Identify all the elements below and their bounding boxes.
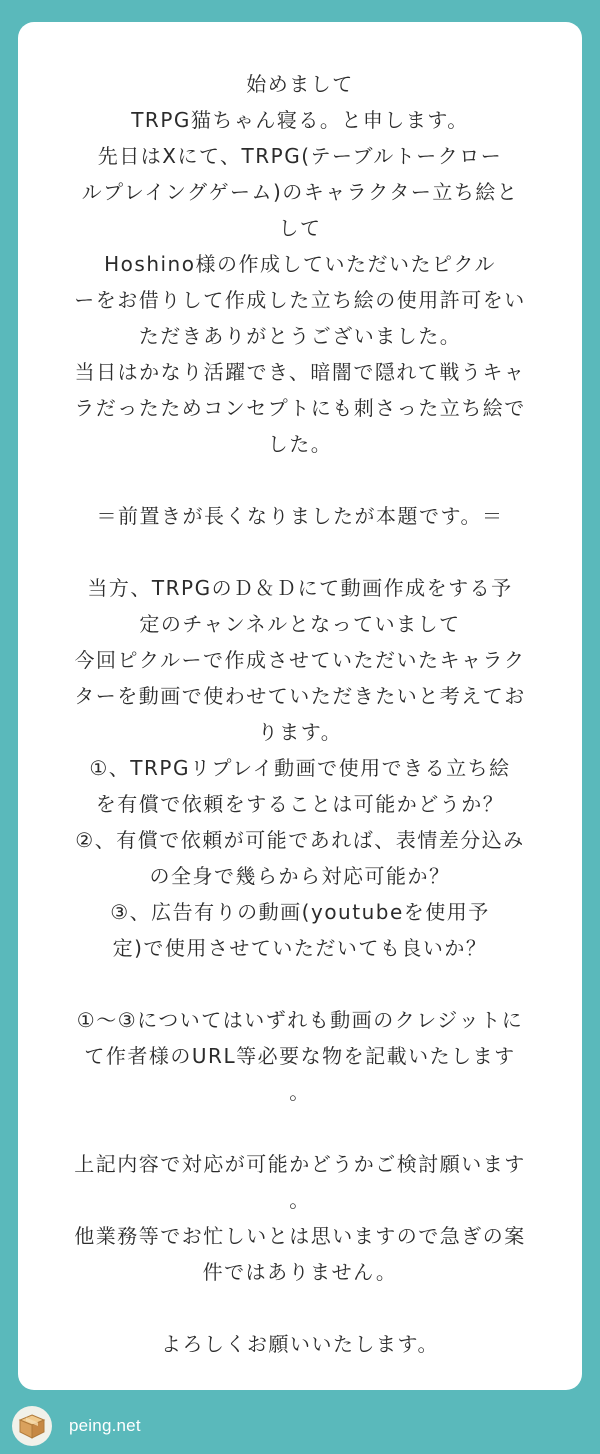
blank-line — [18, 1290, 582, 1326]
message-line: 先日はXにて、TRPG(テーブルトークロー — [97, 144, 503, 168]
message-line: の全身で幾らから対応可能か？ — [149, 864, 451, 888]
message-line: ターを動画で使わせていただきたいと考えてお — [74, 684, 526, 708]
message-line: ②、有償で依頼が可能であれば、表情差分込み — [75, 828, 525, 852]
footer — [12, 1404, 141, 1448]
message-line: を有償で依頼をすることは可能かどうか？ — [95, 792, 505, 816]
message-line: TRPG猫ちゃん寝る。と申します。 — [131, 108, 469, 132]
message-line: よろしくお願いいたします。 — [161, 1332, 439, 1356]
blank-line — [18, 1110, 582, 1146]
message-line: ①、TRPGリプレイ動画で使用できる立ち絵 — [89, 756, 511, 780]
message-line: 件ではありません。 — [202, 1260, 398, 1284]
message-line: ＝前置きが長くなりましたが本題です。＝ — [96, 504, 504, 528]
message-line: ルプレイングゲーム)のキャラクター立ち絵と — [81, 180, 519, 204]
message-line: 始めまして — [246, 72, 354, 96]
message-line: ーをお借りして作成した立ち絵の使用許可をい — [74, 288, 526, 312]
message-line: して — [278, 216, 322, 240]
question-message — [18, 66, 582, 1362]
question-card — [18, 22, 582, 1390]
message-line: 他業務等でお忙しいとは思いますので急ぎの案 — [74, 1224, 526, 1248]
message-line: て作者様のURL等必要な物を記載いたします — [84, 1044, 516, 1068]
message-line: 定のチャンネルとなっていまして — [139, 612, 461, 636]
message-line: 定)で使用させていただいても良いか？ — [112, 936, 488, 960]
message-line: した。 — [267, 432, 333, 456]
message-line: 当方、TRPGのＤ＆Ｄにて動画作成をする予 — [87, 576, 513, 600]
message-line: ①～③についてはいずれも動画のクレジットに — [76, 1008, 524, 1032]
cardboard-box-icon — [12, 1406, 52, 1446]
blank-line — [18, 534, 582, 570]
message-line: 当日はかなり活躍でき、暗闇で隠れて戦うキャ — [74, 360, 526, 384]
message-line: ラだったためコンセプトにも刺さった立ち絵で — [74, 396, 526, 420]
message-line: 。 — [289, 1080, 311, 1104]
message-line: ただきありがとうございました。 — [138, 324, 462, 348]
brand-name[interactable]: peing.net — [69, 1416, 141, 1435]
blank-line — [18, 966, 582, 1002]
message-line: 上記内容で対応が可能かどうかご検討願います — [74, 1152, 526, 1176]
message-line: ③、広告有りの動画(youtubeを使用予 — [110, 900, 490, 924]
message-line: 。 — [289, 1188, 311, 1212]
blank-line — [18, 462, 582, 498]
message-line: ります。 — [257, 720, 343, 744]
message-line: Hoshino様の作成していただいたピクル — [104, 252, 496, 276]
message-line: 今回ピクルーで作成させていただいたキャラク — [74, 648, 526, 672]
